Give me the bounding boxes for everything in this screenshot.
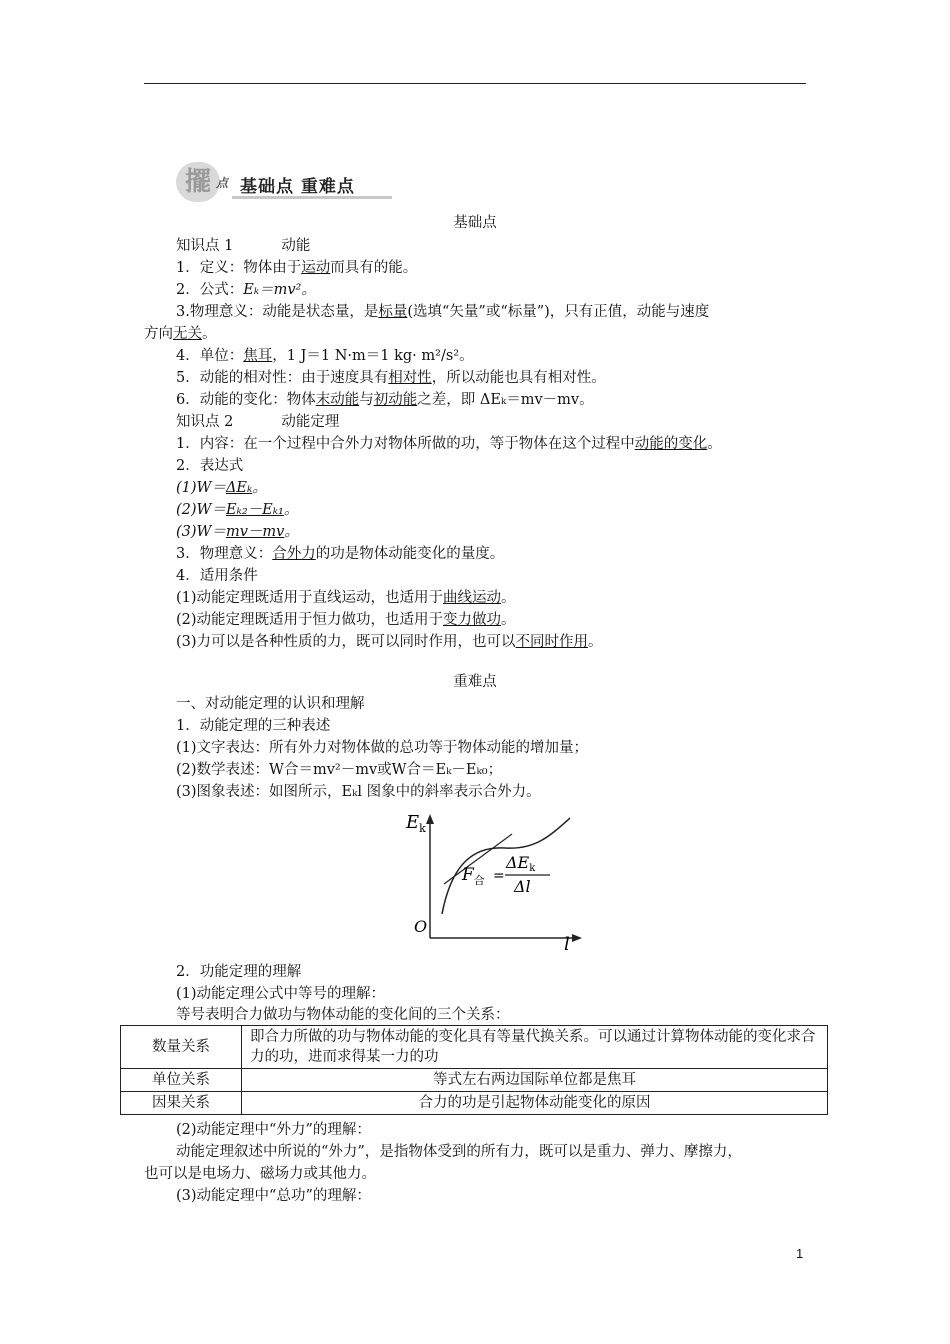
page-number: 1 [796,1246,804,1261]
expression-3: (3)W＝mv－mv。 [176,524,299,540]
unit-line: 4．单位：焦耳，1 J＝1 N·m＝1 kg· m²/s²。 [176,348,474,364]
section-banner [176,160,392,202]
meaning-line-2: 方向无关。 [144,326,217,342]
table-row [121,1069,828,1092]
table-value: 合力的功是引起物体动能变化的原因 [242,1092,828,1115]
origin-label: O [414,917,428,936]
banner-title-box [232,170,392,199]
heading-three-statements: 1．动能定理的三种表述 [176,718,331,734]
ek-l-graph [400,806,588,956]
table-row [121,1026,828,1069]
definition-line: 1．定义：物体由于运动而具有的能。 [176,260,418,276]
banner-badge-suffix: 点 [216,176,229,190]
table-key: 数量关系 [121,1026,242,1069]
knowledge-point-1: 知识点 1 动能 [176,238,311,254]
formula-line: 2．公式：Eₖ＝mv²。 [176,282,316,298]
relativity-line: 5．动能的相对性：由于速度具有相对性，所以动能也具有相对性。 [176,370,606,386]
heading-understanding: 一、对动能定理的认识和理解 [176,696,365,712]
fraction-numerator: ΔEk [506,853,536,874]
equals-sign: = [493,868,505,884]
fraction-denominator: Δl [514,877,531,896]
section-title-key: 重难点 [453,674,497,690]
equals-description: 等号表明合力做功与物体动能的变化间的三个关系： [176,1007,510,1023]
statement-text: (1)文字表达：所有外力对物体做的总功等于物体动能的增加量； [176,740,589,756]
knowledge-point-2: 知识点 2 动能定理 [176,414,340,430]
table-row [121,1092,828,1115]
external-force-desc-2: 也可以是电场力、磁场力或其他力。 [144,1166,376,1182]
banner-title: 基础点 重难点 [240,177,355,197]
section-title-basic: 基础点 [453,215,497,231]
table-value: 即合力所做的功与物体动能的变化具有等量代换关系。可以通过计算物体动能的变化求合力的功，进而求得某一力的功 [242,1026,828,1069]
force-label: $F_合$ [462,865,485,887]
physical-meaning-line: 3．物理意义：合外力的功是物体动能变化的量度。 [176,546,505,562]
y-axis-arrow [426,814,434,824]
heading-theorem-understanding: 2．功能定理的理解 [176,964,302,980]
banner-badge: 擺 [176,162,220,202]
meaning-line-1: 3.物理意义：动能是状态量，是标量(选填“矢量”或“标量”)，只有正值，动能与速度 [176,304,710,320]
relations-table [120,1025,828,1115]
expression-title: 2．表达式 [176,458,244,474]
external-force-heading: (2)动能定理中“外力”的理解： [176,1122,371,1138]
x-axis-arrow [572,934,582,942]
x-axis-label: l [564,934,570,955]
statement-graph: (3)图象表述：如图所示，Eₖl 图象中的斜率表示合外力。 [176,784,541,800]
table-key: 因果关系 [121,1092,242,1115]
statement-math: (2)数学表述：W合＝mv²－mv或W合＝Eₖ－Eₖ₀； [176,762,503,778]
header-rule [144,83,806,84]
total-work-heading: (3)动能定理中“总功”的理解： [176,1188,371,1204]
table-value: 等式左右两边国际单位都是焦耳 [242,1069,828,1092]
content-line: 1．内容：在一个过程中合外力对物体所做的功，等于物体在这个过程中动能的变化。 [176,436,722,452]
table-key: 单位关系 [121,1069,242,1092]
equals-understanding: (1)动能定理公式中等号的理解： [176,986,386,1002]
change-line: 6．动能的变化：物体末动能与初动能之差，即 ΔEₖ＝mv－mv。 [176,392,594,408]
y-axis-label: $E_k$ [406,812,426,835]
condition-3: (3)力可以是各种性质的力，既可以同时作用，也可以不同时作用。 [176,634,603,650]
condition-1: (1)动能定理既适用于直线运动，也适用于曲线运动。 [176,590,516,606]
external-force-desc-1: 动能定理叙述中所说的“外力”，是指物体受到的所有力，既可以是重力、弹力、摩擦力， [176,1144,742,1160]
conditions-title: 4．适用条件 [176,568,258,584]
expression-1: (1)W＝ΔEₖ。 [176,480,267,496]
condition-2: (2)动能定理既适用于恒力做功，也适用于变力做功。 [176,612,516,628]
expression-2: (2)W＝Eₖ₂－Eₖ₁。 [176,502,299,518]
